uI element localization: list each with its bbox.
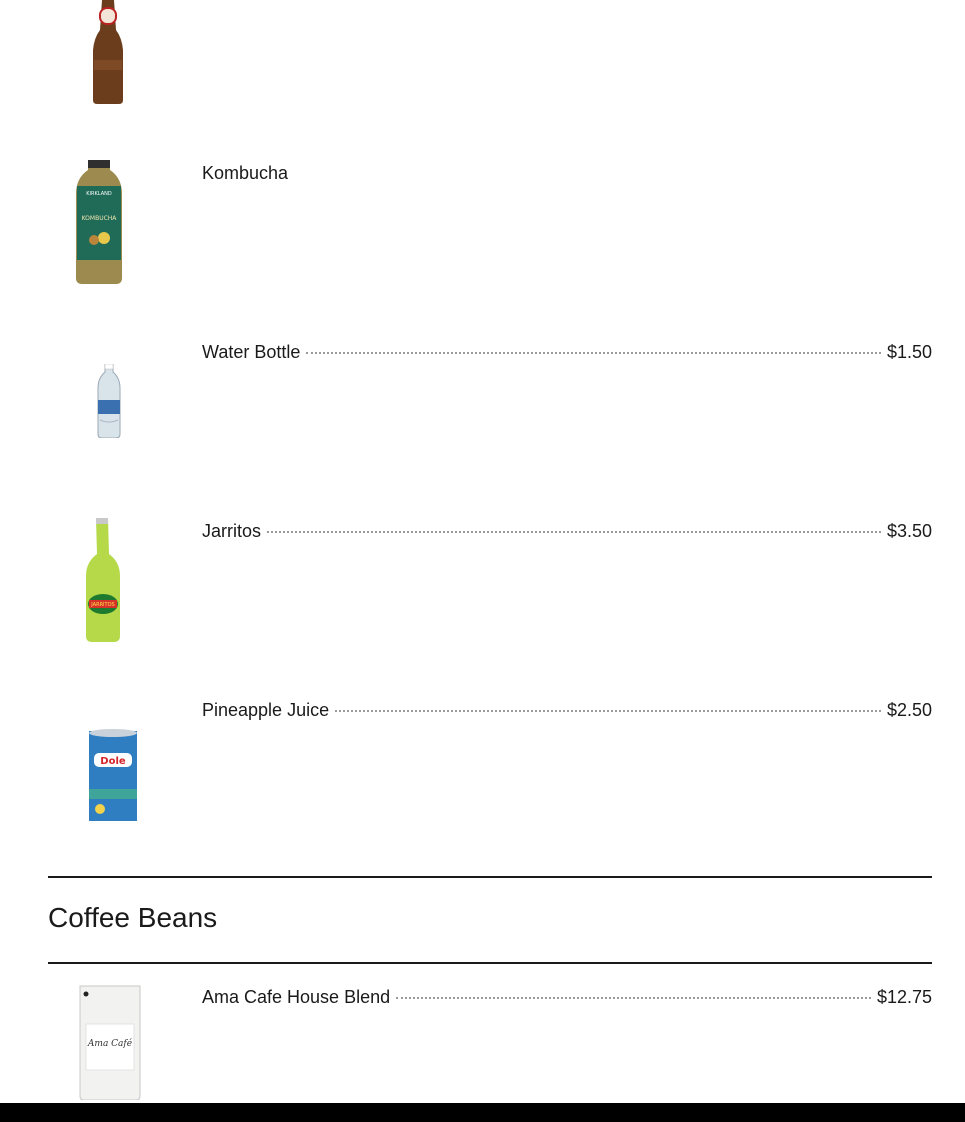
dot-leader: [267, 531, 881, 533]
jarritos-bottle-image: [84, 518, 122, 642]
item-name: Ama Cafe House Blend: [202, 987, 391, 1007]
drink-bottle-image: [90, 0, 126, 106]
item-price: $12.75: [876, 987, 932, 1007]
item-name: Jarritos: [202, 521, 262, 541]
item-name: Water Bottle: [202, 342, 301, 362]
section-title: Coffee Beans: [48, 902, 218, 933]
menu-item-line: [202, 162, 932, 184]
dot-leader: [335, 710, 881, 712]
kombucha-bottle-image: [74, 160, 124, 284]
menu-item-line: [202, 341, 932, 363]
water-bottle-image: [96, 364, 122, 438]
svg-text:JARRITOS: JARRITOS: [91, 602, 115, 608]
svg-text:KIRKLAND: KIRKLAND: [86, 191, 112, 197]
item-price: $3.50: [886, 521, 932, 541]
menu-item-line: [202, 986, 932, 1008]
item-price: $2.50: [886, 700, 932, 720]
dot-leader: [396, 997, 871, 999]
section-divider-top: [48, 876, 932, 878]
svg-text:KOMBUCHA: KOMBUCHA: [81, 215, 117, 222]
menu-item-line: [202, 520, 932, 542]
svg-text:Dole: Dole: [100, 756, 126, 767]
item-name: Kombucha: [202, 163, 289, 183]
section-divider-bottom: [48, 962, 932, 964]
bottom-bar: [0, 1103, 965, 1122]
menu-item-line: [202, 699, 932, 721]
pineapple-juice-can-image: [88, 729, 138, 821]
item-price: $1.50: [886, 342, 932, 362]
svg-text:Ama Café: Ama Café: [87, 1039, 133, 1049]
dot-leader: [306, 352, 881, 354]
item-name: Pineapple Juice: [202, 700, 330, 720]
coffee-bag-image: [78, 984, 142, 1100]
